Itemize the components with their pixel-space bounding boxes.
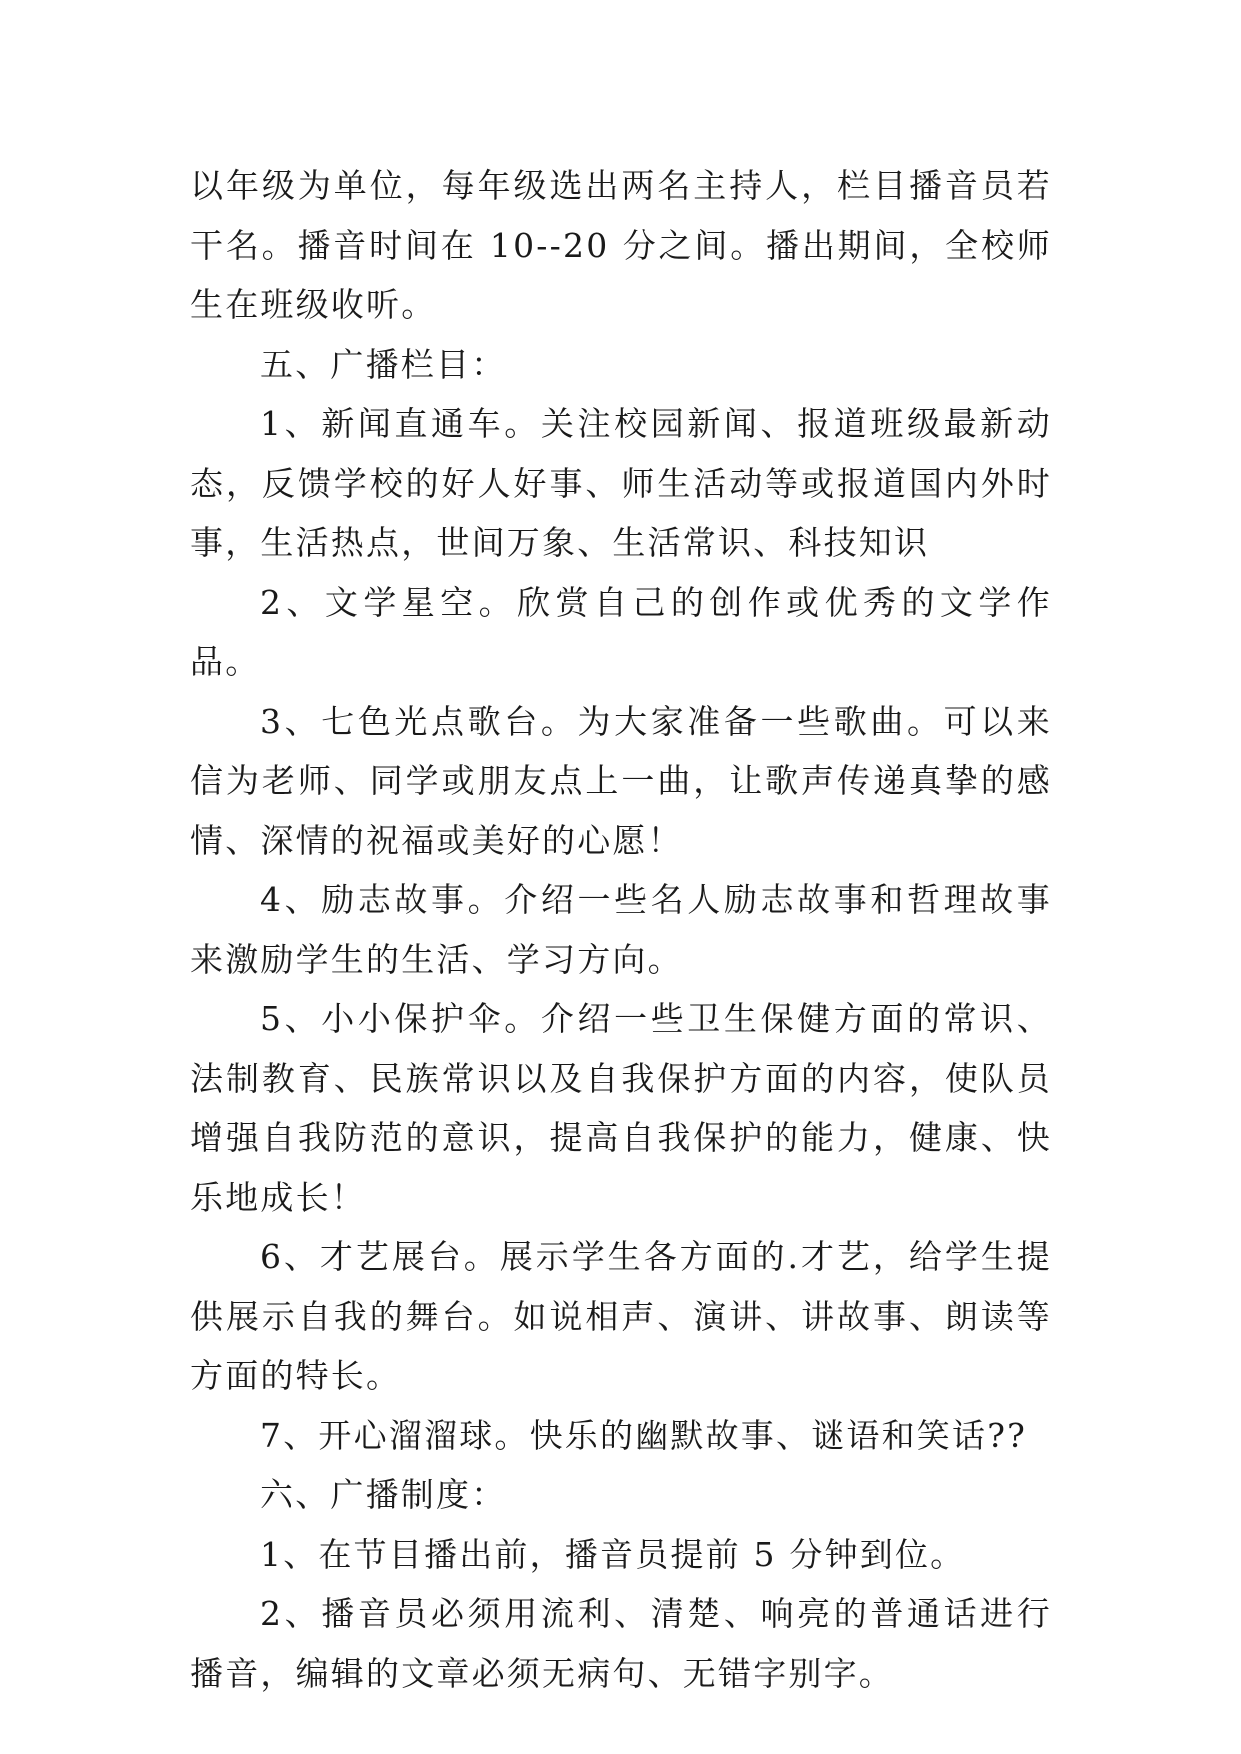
- paragraph-item-3: 3、七色光点歌台。为大家准备一些歌曲。可以来信为老师、同学或朋友点上一曲，让歌声传递真挚的感情、深情的祝福或美好的心愿！: [190, 701, 1052, 860]
- paragraph-item-1: 1、新闻直通车。关注校园新闻、报道班级最新动态，反馈学校的好人好事、师生活动等或报道国内外时事，生活热点，世间万象、生活常识、科技知识: [190, 404, 1052, 562]
- paragraph-item-6: 6、才艺展台。展示学生各方面的.才艺，给学生提供展示自我的舞台。如说相声、演讲、讲故事、朗读等方面的特长。: [190, 1237, 1052, 1395]
- paragraph-rule-1: 1、在节目播出前，播音员提前 5 分钟到位。: [260, 1534, 966, 1574]
- section-heading-broadcast-rules: 六、广播制度：: [260, 1475, 507, 1514]
- paragraph-item-5: 5、小小保护伞。介绍一些卫生保健方面的常识、法制教育、民族常识以及自我保护方面的内容，使队员增强自我防范的意识，提高自我保护的能力，健康、快乐地成长！: [190, 999, 1052, 1217]
- paragraph-rule-2: 2、播音员必须用流利、清楚、响亮的普通话进行播音，编辑的文章必须无病句、无错字别字。: [190, 1594, 1052, 1693]
- document-page: [190, 156, 1052, 1703]
- paragraph-item-7: 7、开心溜溜球。快乐的幽默故事、谜语和笑话??: [260, 1415, 1027, 1455]
- paragraph-item-4: 4、励志故事。介绍一些名人励志故事和哲理故事来激励学生的生活、学习方向。: [190, 880, 1052, 979]
- section-heading-broadcast-columns: 五、广播栏目：: [260, 344, 507, 384]
- paragraph-intro: 以年级为单位，每年级选出两名主持人，栏目播音员若干名。播音时间在 10--20 分之间。播出期间，全校师生在班级收听。: [190, 166, 1052, 324]
- paragraph-item-2: 2、文学星空。欣赏自己的创作或优秀的文学作品。: [190, 582, 1052, 681]
